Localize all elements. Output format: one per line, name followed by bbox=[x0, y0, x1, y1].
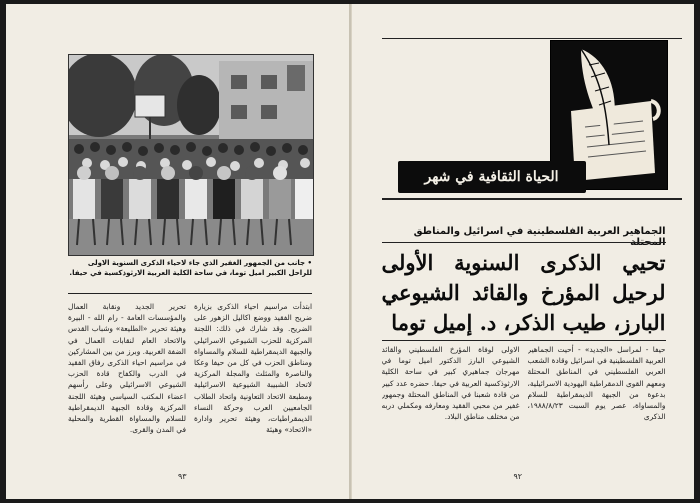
book-spread bbox=[6, 4, 694, 499]
headline-rule-top bbox=[382, 242, 666, 243]
text-column: تحرير الجديد ونقابة العمال والمؤسسات العامة - رام الله - البيرة وهيئة تحرير «الطليعة» وشباب القدس والاتحاد العام لنقابات العمال في الضفة الغربية. وبرز من بين المشاركين في مراسيم احياء الذكرى رفاق الفقيد في الدرب والكفاح قادة الحزب الشيوعي الاسرائيلي وعلى رأسهم اعضاء المكتب السياسي وهيئة اللجنة المركزية وقادة الجبهة الديمقراطية للسلام والمساواة القطرية والمحلية في المدن والقرى. bbox=[68, 302, 186, 435]
page-number: ٩٣ bbox=[178, 472, 187, 481]
article-subhead: الجماهير العربية الفلسطينية في اسرائيل والمناطق bbox=[413, 226, 666, 237]
crowd-photo bbox=[68, 54, 314, 256]
text-column: حيفا - لمراسل «الجديد» - أحيت الجماهير العربية الفلسطينية في اسرائيل وقادة الشعب العربي الفلسطيني في المناطق المحتلة ومعهم القوى الدمقراطية اليهودية الاسرائيلية، بدعوة من الجبهة الديمقراطية للسلام والمساواة، عصر يوم السبت ١٩٨٨/٨/٢٣، الذكرى bbox=[527, 345, 666, 422]
left-page bbox=[6, 4, 351, 499]
banner-rule bbox=[382, 198, 682, 200]
photo-caption: • جانب من الجمهور الغفير الذي جاء لاحياء الذكرى السنوية الاولى للراحل الكبير اميل توما، في ساحة الكلية العربية الارثوذكسية في حيفا. bbox=[69, 259, 312, 277]
article-headline: تحيي الذكرى السنوية الأولى لرحيل المؤرخ والقائد الشيوعي البارز، طيب الذكر، د. إميل توما bbox=[381, 250, 666, 335]
text-column: الاولى لوفاة المؤرخ الفلسطيني والقائد الشيوعي البارز الدكتور اميل توما في مهرجان جماهيري كبير في ساحة الكلية الارثوذكسية العربية في حيفا. حضره عدد كبير من قادة شعبنا في المناطق المحتلة وجمهور غفير من محبي الفقيد ومعارفه ومكملي دربه من مختلف مناطق البلاد. bbox=[381, 345, 520, 422]
right-article-body bbox=[382, 344, 666, 452]
section-divider bbox=[68, 293, 312, 294]
section-banner: الحياة الثقافية في شهر bbox=[398, 161, 586, 193]
page-number: ٩٢ bbox=[513, 472, 523, 481]
left-article-body bbox=[68, 301, 312, 451]
headline-rule-bottom bbox=[382, 340, 666, 341]
right-page bbox=[351, 4, 695, 499]
top-rule bbox=[382, 38, 682, 39]
text-column: ابتدأت مراسيم احياء الذكرى بزيارة ضريح الفقيد ووضع اكاليل الزهور على الضريح. وقد شارك في ذلك: اللجنة المركزية للحزب الشيوعي الاسرائيلي والجبهة الديمقراطية للسلام والمساواة ومناطق الحزب في كل من حيفا وعكا والناصرة والمثلث والمجلة المركزية لاتحاد الشبيبة الشيوعية الاسرائيلية ومطبعة الاتحاد التعاونية واتحاد الطلاب الجامعيين العرب وحركة النساء الديمقراطيات، وهيئة تحرير وادارة «الاتحاد» وهيئة bbox=[194, 302, 312, 435]
